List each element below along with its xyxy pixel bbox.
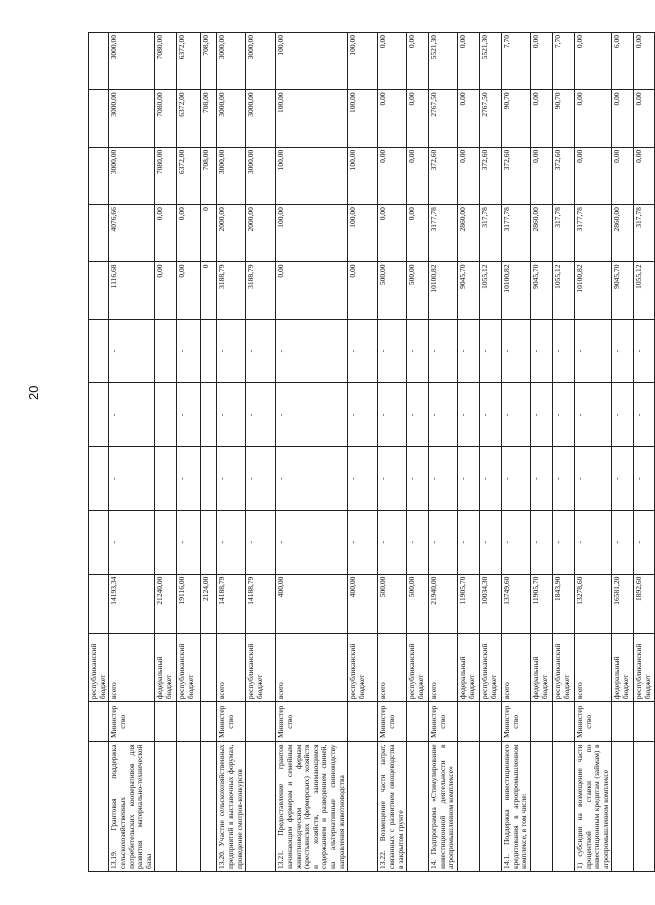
table-cell-y1: - — [480, 510, 502, 574]
table-cell-y3: - — [612, 383, 634, 447]
table-cell-executor — [201, 702, 217, 742]
table-cell-y7: 0,00 — [530, 147, 552, 204]
table-cell-y2: - — [574, 447, 612, 511]
table-cell-y1: - — [348, 510, 378, 574]
table-cell-y6: 0,00 — [155, 205, 177, 262]
table-cell-executor — [348, 702, 378, 742]
table-cell-y2: - — [552, 447, 574, 511]
table-cell-y7: 0,00 — [458, 147, 480, 204]
table-cell-y1: - — [109, 510, 155, 574]
table-cell-y8: 90,70 — [502, 90, 531, 147]
table-cell-y6: 317,78 — [480, 205, 502, 262]
table-cell-source: республиканский бюджет — [177, 634, 201, 702]
table-cell-y3 — [201, 383, 217, 447]
table-cell-y2: - — [634, 447, 654, 511]
table-cell-y7: 372,60 — [502, 147, 531, 204]
table-cell-y2: - — [480, 447, 502, 511]
table-cell-executor: Министерство — [378, 702, 407, 742]
table-cell-executor: Министерство — [429, 702, 458, 742]
table-cell-name: 13.19. Грантовая поддержка сельскохозяйственных потребительских кооперативов для развития материально-технической базы — [109, 742, 155, 872]
table-cell-y7: 0,00 — [378, 147, 407, 204]
table-cell-name: 13.20. Участие сельскохозяйственных предприятий в выставочных форумах, проведение смотров-конкурсов — [217, 742, 246, 872]
table-cell-y8: 0,00 — [574, 90, 612, 147]
table-cell-y7: 3000,00 — [109, 147, 155, 204]
table-cell-source: всего — [502, 634, 531, 702]
table-cell-y4: - — [177, 319, 201, 383]
table-cell-y7: 0,00 — [634, 147, 654, 204]
table-cell-y8: 2767,50 — [480, 90, 502, 147]
table-cell-y9: 0,00 — [574, 33, 612, 90]
table-cell-y4: - — [246, 319, 276, 383]
table-cell-y9: 0,00 — [634, 33, 654, 90]
table-cell-y8 — [89, 90, 109, 147]
table-cell-y6: 2000,00 — [217, 205, 246, 262]
table-row — [155, 33, 177, 872]
table-cell-y1: - — [276, 510, 348, 574]
table-cell-y5: 1055,12 — [480, 262, 502, 319]
table-cell-y2: - — [217, 447, 246, 511]
table-cell-y7: 100,00 — [348, 147, 378, 204]
table-cell-name — [407, 742, 429, 872]
table-cell-executor — [407, 702, 429, 742]
table-cell-executor: Министерство — [574, 702, 612, 742]
table-cell-source: федеральный бюджет — [458, 634, 480, 702]
table-cell-name: 14. Подпрограмма «Стимулирование инвестиционной деятельности в агропромышленном комплексе» — [429, 742, 458, 872]
table-cell-y4: - — [217, 319, 246, 383]
table-cell-y7: 0,00 — [612, 147, 634, 204]
table-cell-y3: - — [217, 383, 246, 447]
table-cell-executor — [246, 702, 276, 742]
table-cell-total: 11905,70 — [530, 574, 552, 633]
table-cell-y6: 0,00 — [177, 205, 201, 262]
table-cell-y1 — [89, 510, 109, 574]
table-cell-source: республиканский бюджет — [634, 634, 654, 702]
table-cell-name — [458, 742, 480, 872]
table-cell-y6: 100,00 — [348, 205, 378, 262]
table-cell-y7: 0,00 — [574, 147, 612, 204]
table-cell-source: федеральный бюджет — [155, 634, 177, 702]
table-cell-total: 2124,00 — [201, 574, 217, 633]
table-cell-y8: 100,00 — [348, 90, 378, 147]
table-cell-y8: 0,00 — [458, 90, 480, 147]
table-cell-name: 13.21. Предоставление грантов начинающим фермерам и семейным животноводческим фермам (крестьянских (фермерских) хозяйств и хозяйств, занимающимся содержанием и разведением свиней, на альтернативные свиноводству направления животноводства — [276, 742, 348, 872]
table-cell-y2: - — [429, 447, 458, 511]
table-cell-y6: 100,00 — [276, 205, 348, 262]
table-cell-total: 1843,90 — [552, 574, 574, 633]
table-cell-y8: 0,00 — [612, 90, 634, 147]
table-cell-y7: 372,60 — [552, 147, 574, 204]
table-cell-y2 — [155, 447, 177, 511]
table-cell-y1: - — [246, 510, 276, 574]
table-cell-y7: 372,60 — [429, 147, 458, 204]
table-cell-total: 16581,20 — [612, 574, 634, 633]
table-cell-y1 — [201, 510, 217, 574]
table-cell-name — [177, 742, 201, 872]
table-cell-y4: - — [378, 319, 407, 383]
table-cell-executor — [89, 702, 109, 742]
table-cell-y2: - — [530, 447, 552, 511]
table-cell-name — [246, 742, 276, 872]
table-cell-y8: 708,00 — [201, 90, 217, 147]
table-cell-y4: - — [458, 319, 480, 383]
table-cell-y3: - — [246, 383, 276, 447]
table-row — [552, 33, 574, 872]
table-cell-y9: 3000,00 — [246, 33, 276, 90]
table-cell-y1: - — [612, 510, 634, 574]
table-cell-y8: 2767,50 — [429, 90, 458, 147]
table-cell-total: 14193,34 — [109, 574, 155, 633]
table-cell-y4: - — [634, 319, 654, 383]
table-cell-name — [348, 742, 378, 872]
table-cell-y4: - — [407, 319, 429, 383]
table-cell-y6: 3177,78 — [574, 205, 612, 262]
table-cell-source: всего — [276, 634, 348, 702]
table-cell-y6: 2860,00 — [530, 205, 552, 262]
table-cell-y4: - — [429, 319, 458, 383]
table-cell-y6: 2000,00 — [246, 205, 276, 262]
table-cell-y3: - — [480, 383, 502, 447]
table-cell-y6: 0,00 — [378, 205, 407, 262]
table-cell-y3: - — [429, 383, 458, 447]
table-row — [480, 33, 502, 872]
table-cell-y5: 9045,70 — [458, 262, 480, 319]
table-cell-y9: 3000,00 — [109, 33, 155, 90]
table-cell-y9: 6,00 — [612, 33, 634, 90]
table-cell-y8: 90,70 — [552, 90, 574, 147]
table-cell-y8: 3000,00 — [109, 90, 155, 147]
table-cell-y4: - — [502, 319, 531, 383]
table-cell-y7: 7080,00 — [155, 147, 177, 204]
table-row — [378, 33, 407, 872]
table-cell-y8: 0,00 — [407, 90, 429, 147]
table-cell-executor — [612, 702, 634, 742]
table-row — [109, 33, 155, 872]
table-cell-y3: - — [276, 383, 348, 447]
table-cell-y3: - — [348, 383, 378, 447]
table-cell-y4 — [155, 319, 177, 383]
table-cell-y8: 0,00 — [634, 90, 654, 147]
table-cell-y8: 7080,00 — [155, 90, 177, 147]
table-cell-total: 400,00 — [276, 574, 348, 633]
table-row — [612, 33, 634, 872]
table-cell-name: 13.22. Возмещение части затрат, связанных с развитием овощеводства в закрытом грунте — [378, 742, 407, 872]
table-cell-y5: 0,00 — [177, 262, 201, 319]
table-cell-y5: 1055,12 — [552, 262, 574, 319]
table-cell-total: 11905,70 — [458, 574, 480, 633]
table-row — [348, 33, 378, 872]
table-cell-y1: - — [530, 510, 552, 574]
table-cell-y3: - — [574, 383, 612, 447]
table-cell-name — [552, 742, 574, 872]
table-row — [276, 33, 348, 872]
table-cell-y4: - — [276, 319, 348, 383]
table-cell-executor — [530, 702, 552, 742]
table-cell-y3: - — [378, 383, 407, 447]
table-cell-y3 — [89, 383, 109, 447]
table-row — [89, 33, 109, 872]
table-row — [429, 33, 458, 872]
table-cell-y9: 0,00 — [407, 33, 429, 90]
table-cell-y6: 317,78 — [552, 205, 574, 262]
table-cell-y5: 500,00 — [407, 262, 429, 319]
table-cell-y8: 0,00 — [530, 90, 552, 147]
table-cell-y9: 100,00 — [276, 33, 348, 90]
table-cell-y9: 5521,30 — [429, 33, 458, 90]
table-cell-executor — [634, 702, 654, 742]
table-cell-y8: 3000,00 — [217, 90, 246, 147]
table-cell-source: республиканский бюджет — [348, 634, 378, 702]
table-cell-y3: - — [502, 383, 531, 447]
table-cell-total: 500,00 — [378, 574, 407, 633]
table-cell-y2 — [89, 447, 109, 511]
table-cell-y1: - — [429, 510, 458, 574]
table-cell-name — [201, 742, 217, 872]
table-row — [458, 33, 480, 872]
table-cell-y9: 3000,00 — [217, 33, 246, 90]
table-cell-source: республиканский бюджет — [89, 634, 109, 702]
table-cell-y1: - — [378, 510, 407, 574]
table-cell-name: 14.1. Поддержка инвестиционного кредитования в агропромышленном комплексе, в том числе: — [502, 742, 531, 872]
table-cell-y6: 3177,78 — [502, 205, 531, 262]
table-cell-total: 1892,60 — [634, 574, 654, 633]
table-cell-y8: 0,00 — [378, 90, 407, 147]
table-row — [217, 33, 246, 872]
table-cell-y7: 0,00 — [407, 147, 429, 204]
table-cell-source: всего — [574, 634, 612, 702]
table-cell-y6: 4076,66 — [109, 205, 155, 262]
table-cell-source — [201, 634, 217, 702]
table-cell-executor — [480, 702, 502, 742]
table-cell-y5: 1055,12 — [634, 262, 654, 319]
table-cell-y2: - — [502, 447, 531, 511]
table-cell-y1: - — [502, 510, 531, 574]
table-cell-y4 — [89, 319, 109, 383]
table-cell-y8: 6372,00 — [177, 90, 201, 147]
table-cell-y9: 6372,00 — [177, 33, 201, 90]
table-cell-source: всего — [378, 634, 407, 702]
table-cell-y5: 0,00 — [276, 262, 348, 319]
table-cell-y6: 2860,00 — [458, 205, 480, 262]
table-cell-y9: 0,00 — [530, 33, 552, 90]
table-cell-y7: 708,00 — [201, 147, 217, 204]
table-cell-total: 13749,60 — [502, 574, 531, 633]
table-cell-y5: 10100,82 — [502, 262, 531, 319]
table-cell-y8: 100,00 — [276, 90, 348, 147]
table-cell-y6 — [89, 205, 109, 262]
table-cell-y2: - — [378, 447, 407, 511]
table-cell-y5: 3188,79 — [246, 262, 276, 319]
table-cell-source: республиканский бюджет — [552, 634, 574, 702]
table-cell-y5: 0 — [201, 262, 217, 319]
table-cell-executor — [177, 702, 201, 742]
table-cell-y6: 317,78 — [634, 205, 654, 262]
table-cell-total: 10034,30 — [480, 574, 502, 633]
table-row — [177, 33, 201, 872]
table-cell-y3: - — [458, 383, 480, 447]
table-cell-y9: 7,70 — [502, 33, 531, 90]
table-cell-y5: 3188,79 — [217, 262, 246, 319]
table-cell-executor: Министерство — [276, 702, 348, 742]
table-cell-name — [634, 742, 654, 872]
table-cell-y7: 372,60 — [480, 147, 502, 204]
table-cell-source: всего — [109, 634, 155, 702]
table-cell-y2: - — [348, 447, 378, 511]
page-number: 20 — [26, 385, 41, 400]
table-cell-total: 21240,00 — [155, 574, 177, 633]
table-cell-y2: - — [109, 447, 155, 511]
table-cell-y3: - — [634, 383, 654, 447]
table-cell-y5: 10100,82 — [574, 262, 612, 319]
table-cell-y9: 0,00 — [458, 33, 480, 90]
table-cell-y4: - — [348, 319, 378, 383]
table-cell-y3: - — [530, 383, 552, 447]
table-cell-total: 400,00 — [348, 574, 378, 633]
table-cell-total: 13278,60 — [574, 574, 612, 633]
table-row — [634, 33, 654, 872]
table-cell-y2 — [201, 447, 217, 511]
table-cell-y9: 5521,30 — [480, 33, 502, 90]
table-cell-y3: - — [177, 383, 201, 447]
table-cell-y1: - — [217, 510, 246, 574]
budget-table — [88, 32, 655, 872]
table-cell-y9: 708,00 — [201, 33, 217, 90]
table-cell-y4: - — [574, 319, 612, 383]
table-cell-y1 — [155, 510, 177, 574]
table-cell-total: 14188,79 — [246, 574, 276, 633]
table-cell-source: всего — [429, 634, 458, 702]
table-cell-source: республиканский бюджет — [407, 634, 429, 702]
table-cell-y1: - — [407, 510, 429, 574]
table-cell-y1: - — [177, 510, 201, 574]
table-cell-y9: 0,00 — [378, 33, 407, 90]
table-cell-total: 14188,79 — [217, 574, 246, 633]
table-row — [201, 33, 217, 872]
table-cell-name — [155, 742, 177, 872]
table-cell-y6: 0 — [201, 205, 217, 262]
table-cell-y1: - — [574, 510, 612, 574]
table-cell-y9: 7080,00 — [155, 33, 177, 90]
table-cell-y7: 3000,00 — [246, 147, 276, 204]
table-cell-source: республиканский бюджет — [246, 634, 276, 702]
table-cell-y1: - — [552, 510, 574, 574]
table-cell-y5: 1116,68 — [109, 262, 155, 319]
table-cell-source: федеральный бюджет — [612, 634, 634, 702]
table-cell-y7: 3000,00 — [217, 147, 246, 204]
table-cell-source: всего — [217, 634, 246, 702]
table-cell-y7: 100,00 — [276, 147, 348, 204]
table-row — [574, 33, 612, 872]
table-cell-y2: - — [177, 447, 201, 511]
table-cell-total: 21940,00 — [429, 574, 458, 633]
table-cell-y4: - — [109, 319, 155, 383]
table-cell-y1: - — [458, 510, 480, 574]
table-cell-source: федеральный бюджет — [530, 634, 552, 702]
table-cell-y9: 100,00 — [348, 33, 378, 90]
table-cell-y7: 6372,00 — [177, 147, 201, 204]
table-cell-y5: 0,00 — [155, 262, 177, 319]
table-cell-executor — [458, 702, 480, 742]
table-cell-executor — [155, 702, 177, 742]
table-cell-y3: - — [552, 383, 574, 447]
table-cell-total: 500,00 — [407, 574, 429, 633]
table-cell-y3: - — [407, 383, 429, 447]
table-cell-total — [89, 574, 109, 633]
table-cell-y1: - — [634, 510, 654, 574]
table-cell-name — [612, 742, 634, 872]
table-cell-y4 — [201, 319, 217, 383]
table-row — [407, 33, 429, 872]
table-cell-y5: 9045,70 — [612, 262, 634, 319]
table-cell-y2: - — [276, 447, 348, 511]
table-cell-y7 — [89, 147, 109, 204]
table-cell-y9: 7,70 — [552, 33, 574, 90]
table-row — [246, 33, 276, 872]
table-cell-y3 — [155, 383, 177, 447]
table-cell-name: 1) субсидии на возмещение части процентной ставки по инвестиционным кредитам (займам) в агропромышленном комплексе — [574, 742, 612, 872]
table-cell-y5: 0,00 — [348, 262, 378, 319]
table-cell-source: республиканский бюджет — [480, 634, 502, 702]
table-cell-y2: - — [458, 447, 480, 511]
table-cell-name — [89, 742, 109, 872]
table-cell-y8: 3000,00 — [246, 90, 276, 147]
table-cell-y6: 3177,78 — [429, 205, 458, 262]
table-row — [530, 33, 552, 872]
table-cell-y3: - — [109, 383, 155, 447]
table-cell-name — [480, 742, 502, 872]
table-cell-y6: 0,00 — [407, 205, 429, 262]
rotated-table-container — [88, 32, 652, 872]
table-cell-y2: - — [246, 447, 276, 511]
table-cell-executor: Министерство — [217, 702, 246, 742]
table-cell-y5: 10100,82 — [429, 262, 458, 319]
table-cell-y5: 9045,70 — [530, 262, 552, 319]
table-cell-executor: Министерство — [502, 702, 531, 742]
table-cell-y2: - — [612, 447, 634, 511]
table-cell-y9 — [89, 33, 109, 90]
table-cell-total: 19116,00 — [177, 574, 201, 633]
table-cell-y5: 500,00 — [378, 262, 407, 319]
table-cell-y6: 2860,00 — [612, 205, 634, 262]
table-cell-y2: - — [407, 447, 429, 511]
table-cell-y4: - — [480, 319, 502, 383]
table-cell-name — [530, 742, 552, 872]
table-row — [502, 33, 531, 872]
table-cell-y4: - — [612, 319, 634, 383]
table-cell-y4: - — [552, 319, 574, 383]
table-cell-executor: Министерство — [109, 702, 155, 742]
table-cell-executor — [552, 702, 574, 742]
table-cell-y4: - — [530, 319, 552, 383]
table-cell-y5 — [89, 262, 109, 319]
table-body — [89, 33, 655, 872]
